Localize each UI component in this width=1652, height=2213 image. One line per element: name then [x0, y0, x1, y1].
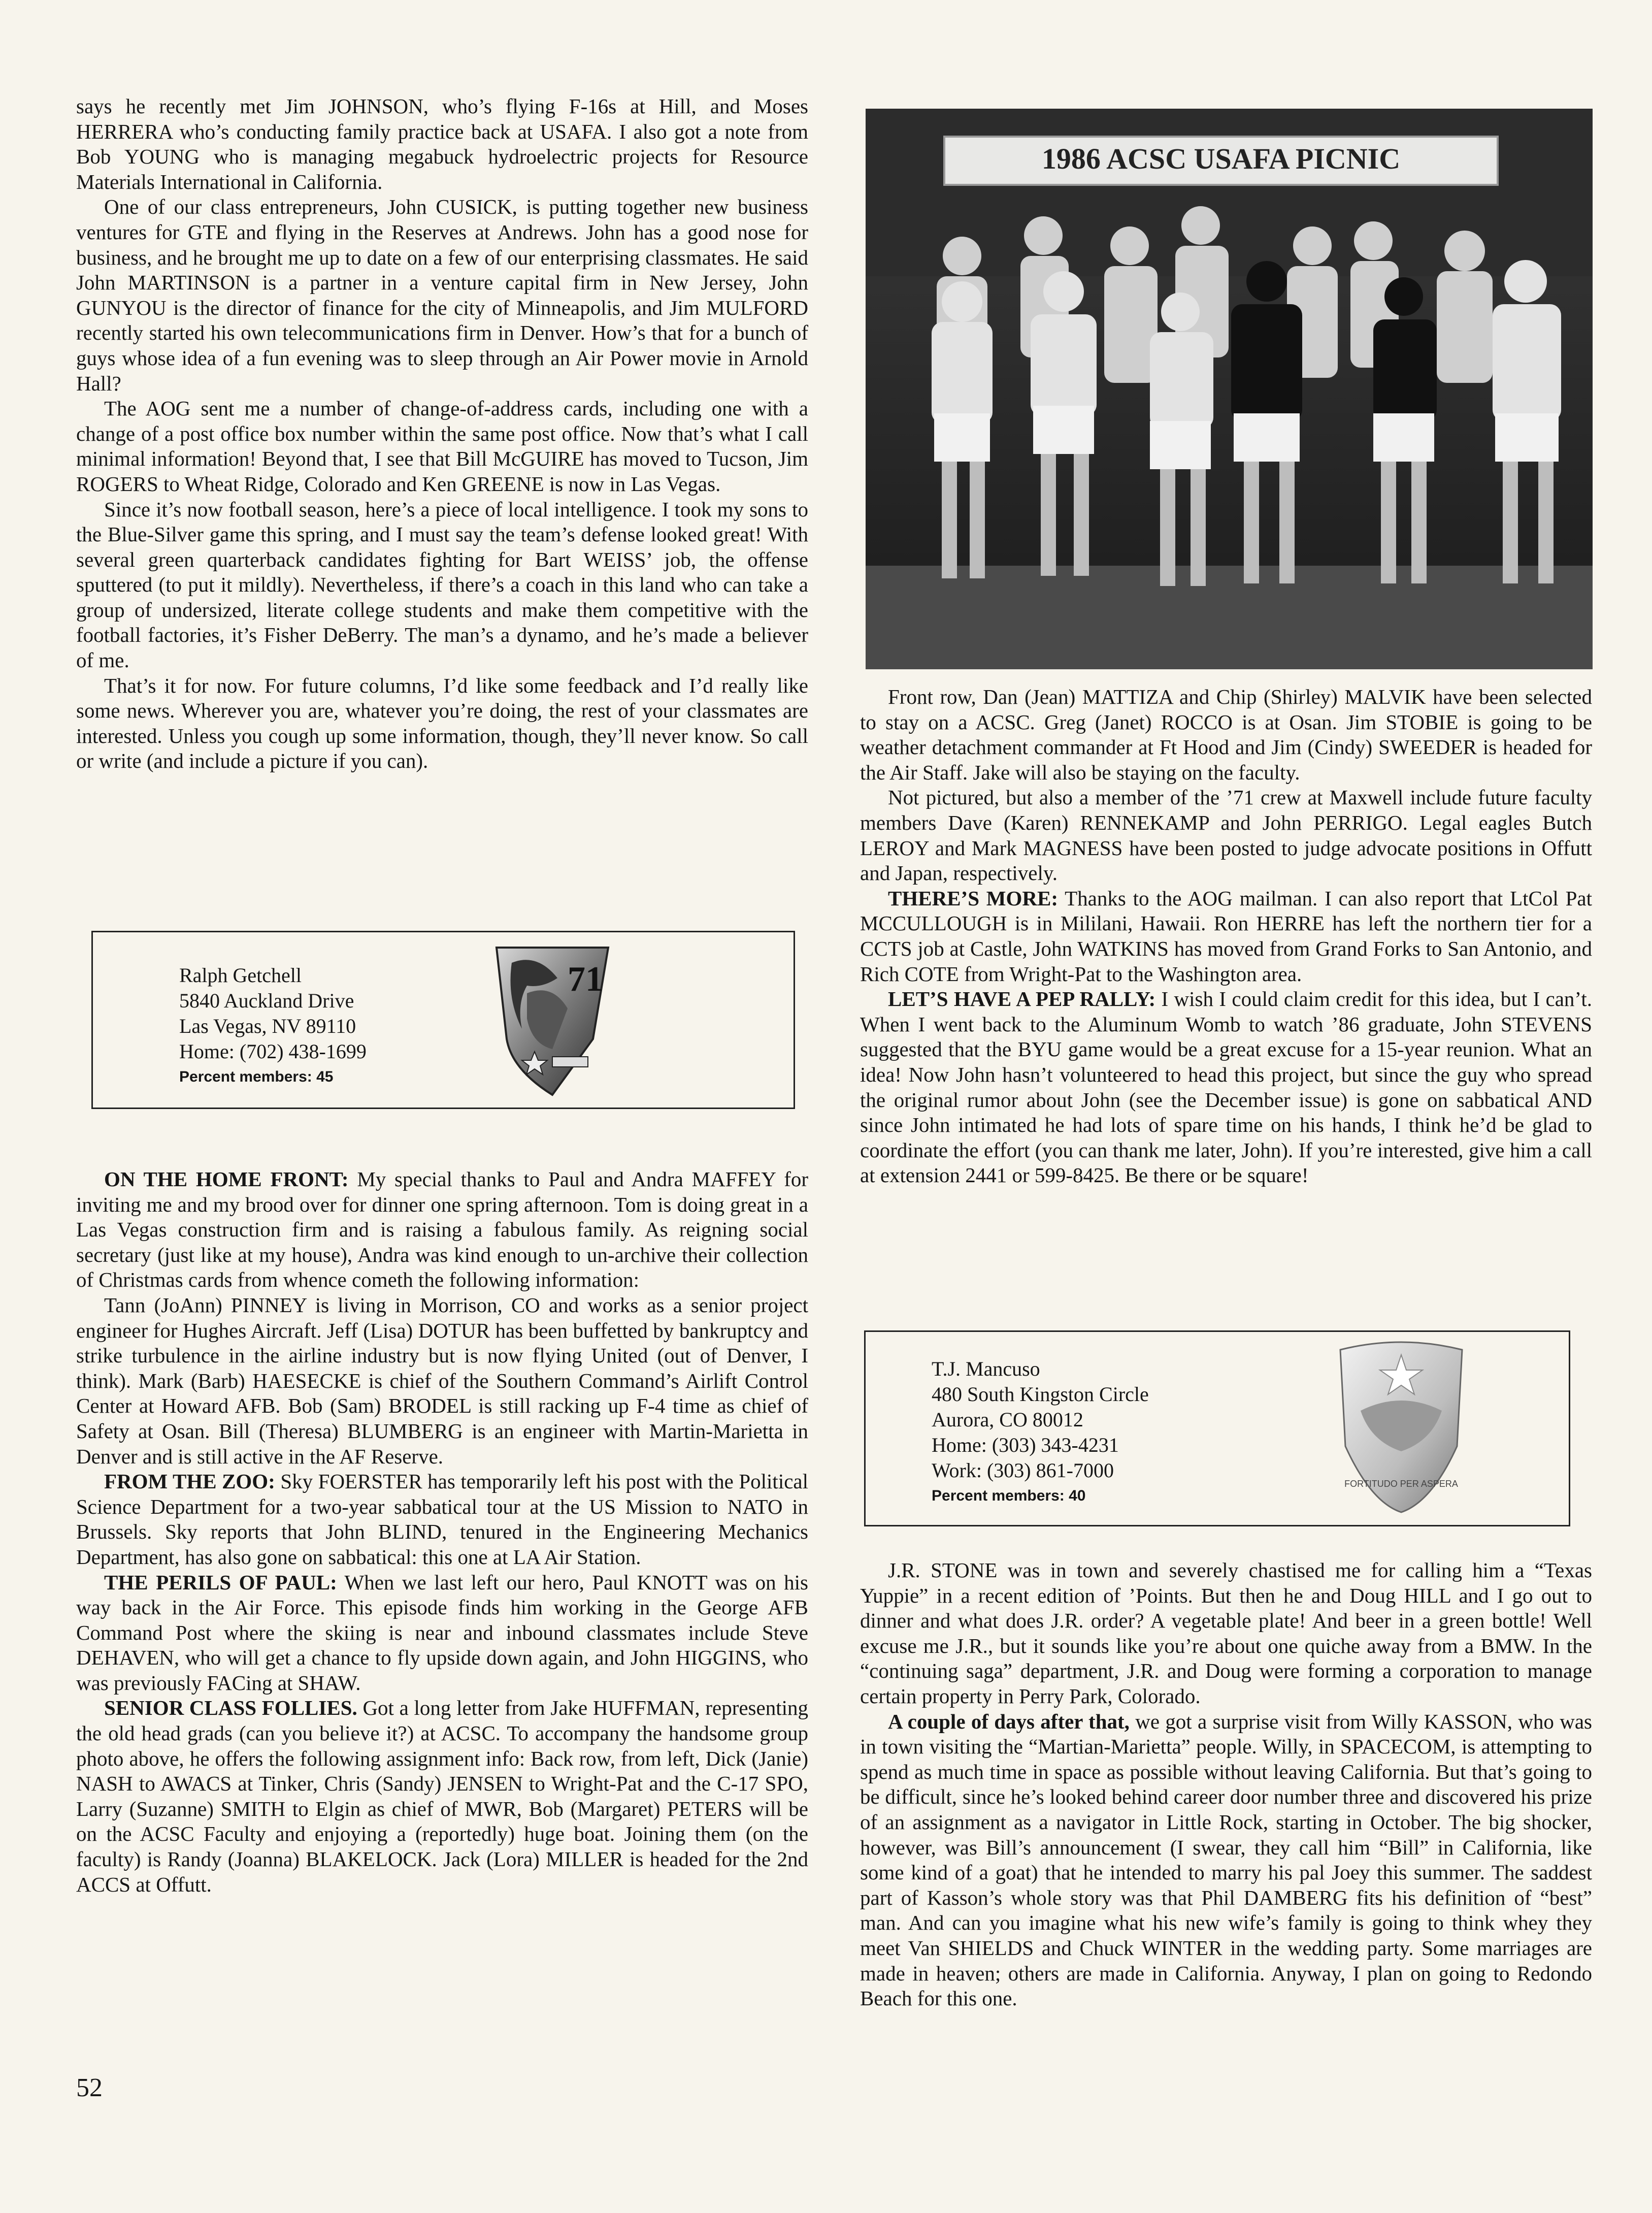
paragraph: Tann (JoAnn) PINNEY is living in Morrison, CO and works as a senior project engineer for Hughes Aircraft. Jeff (Lisa) DOTUR has been buffetted by bankruptcy and strike turbulence in the airline industry but is now flying United (out of Denver, I think). Mark (Barb) HAESECKE is chief of the Southern Command’s Airlift Control Center at Howard AFB. Bob (Sam) BRODEL is still racking up F-4 time as chief of Safety at Osan. Bill (Theresa) BLUMBERG is an engineer with Martin-Marietta in Denver and is still active in the AF Reserve. [76, 1293, 808, 1468]
work-phone: Work: (303) 861-7000 [932, 1459, 1114, 1482]
section-heading: LET’S HAVE A PEP RALLY: [888, 987, 1156, 1011]
paragraph: Since it’s now football season, here’s a piece of local intelligence. I took my sons to the Blue-Silver game this spring, and I must say the team’s defense looked great! With several green quarterback candidates fighting for Bart WEISS’ job, the offense sputtered (to put it mildly). Nevertheless, if there’s a coach in this land who can take a group of undersized, literate college students and make them competitive with the football factories, it’s Fisher DeBerry. The man’s a dynamo, and he’s made a believer of me. [76, 497, 808, 672]
section-heading: SENIOR CLASS FOLLIES. [104, 1696, 357, 1720]
street-address: 5840 Auckland Drive [179, 989, 354, 1012]
city-state-zip: Aurora, CO 80012 [932, 1408, 1083, 1431]
paragraph: SENIOR CLASS FOLLIES. Got a long letter from Jake HUFFMAN, representing the old head grads (can you believe it?) at ACSC. To accompany the handsome group photo above, he offers the following assignment info: Back row, from left, Dick (Janie) NASH to AWACS at Tinker, Chris (Sandy) JENSEN to Wright-Pat and the C-17 SPO, Larry (Suzanne) SMITH to Elgin as chief of MWR, Bob (Margaret) PETERS will be on the ACSC Faculty and enjoying a (reportedly) huge boat. Joining them (on the faculty) is Randy (Joanna) BLAKELOCK. Jack (Lora) MILLER is headed for the 2nd ACCS at Offutt. [76, 1696, 808, 1896]
paragraph: That’s it for now. For future columns, I’d like some feedback and I’d really like some news. Wherever you are, whatever you’re doing, the rest of your classmates are interested. Unless you cough up some information, though, they’ll never know. So call or write (and include a picture if you can). [76, 673, 808, 773]
home-phone: Home: (303) 343-4231 [932, 1434, 1119, 1456]
paragraph: Not pictured, but also a member of the ’71 crew at Maxwell include future faculty members Dave (Karen) RENNEKAMP and John PERRIGO. Legal eagles Butch LEROY and Mark MAGNESS have been posted to judge advocate positions in Offutt and Japan, respectively. [860, 786, 1592, 885]
paragraph: ON THE HOME FRONT: My special thanks to Paul and Andra MAFFEY for inviting me and my brood over for dinner one spring afternoon. Tom is doing great in a Las Vegas construction firm and is raising a fabulous family. As reigning social secretary (just like at my house), Andra was kind enough to un-archive their collection of Christmas cards from whence cometh the following information: [76, 1167, 808, 1292]
right-column-bottom [860, 1558, 1592, 2011]
paragraph: The AOG sent me a number of change-of-address cards, including one with a change of a post office box number within the same post office. Now that’s what I call minimal information! Beyond that, I see that Bill McGUIRE has moved to Tucson, Jim ROGERS to Wheat Ridge, Colorado and Ken GREENE is now in Las Vegas. [76, 397, 808, 496]
address-block [932, 1356, 1149, 1509]
section-heading: ON THE HOME FRONT: [104, 1167, 349, 1191]
correspondent-name: Ralph Getchell [179, 964, 302, 987]
street-address: 480 South Kingston Circle [932, 1383, 1149, 1406]
percent-members: Percent members: 45 [179, 1068, 334, 1085]
paragraph: says he recently met Jim JOHNSON, who’s flying F-16s at Hill, and Moses HERRERA who’s conducting family practice back at USAFA. I also got a note from Bob YOUNG who is managing megabuck hydroelectric projects for Resource Materials International in California. [76, 94, 808, 193]
address-block [179, 963, 367, 1090]
paragraph: One of our class entrepreneurs, John CUSICK, is putting together new business ventures for GTE and flying in the Reserves at Andrews. John has a good nose for business, and he brought me up to date on a few of our enterprising classmates. He said John MARTINSON is a partner in a venture capital firm in New Jersey, John GUNYOU is the director of finance for the city of Minneapolis, and Jim MULFORD recently started his own telecommunications firm in Denver. How’s that for a bunch of guys whose idea of a fun evening was to sleep through an Air Power movie in Arnold Hall? [76, 195, 808, 395]
city-state-zip: Las Vegas, NV 89110 [179, 1015, 356, 1037]
left-column-bottom [76, 1167, 808, 1897]
section-heading: FROM THE ZOO: [104, 1470, 275, 1493]
paragraph: Front row, Dan (Jean) MATTIZA and Chip (Shirley) MALVIK have been selected to stay on a ACSC. Greg (Janet) ROCCO is at Osan. Jim STOBIE is going to be weather detachment commander at Ft Hood and Jim (Cindy) SWEEDER is headed for the Air Staff. Jake will also be staying on the faculty. [860, 685, 1592, 784]
left-column-top [76, 94, 808, 774]
group-photo-graphic [866, 109, 1593, 669]
section-heading: THE PERILS OF PAUL: [104, 1570, 337, 1594]
section-heading: THERE’S MORE: [888, 886, 1059, 910]
paragraph: J.R. STONE was in town and severely chastised me for calling him a “Texas Yuppie” in a recent edition of ’Points. But then he and Doug HILL and I go out to dinner and what does J.R. order? A vegetable plate! And beer in a green bottle! Well excuse me J.R., but it sounds like you’re about one quiche away from a BMW. In the “continuing saga” department, J.R. and Doug were forming a corporation to manage certain property in Perry Park, Colorado. [860, 1558, 1592, 1708]
paragraph: LET’S HAVE A PEP RALLY: I wish I could claim credit for this idea, but I can’t. When I went back to the Aluminum Womb to watch ’86 graduate, John STEVENS suggested that the BYU game would be a great excuse for a 15-year reunion. What an idea! Now John hasn’t volunteered to head this project, but since the guy who spread the original rumor about John (see the December issue) is gone on sabbatical AND since John intimated he had lots of spare time on his hands, I think he’d be glad to coordinate the effort (you can thank me later, John). If you’re interested, give him a call at extension 2441 or 599-8425. Be there or be square! [860, 987, 1592, 1187]
paragraph: FROM THE ZOO: Sky FOERSTER has temporarily left his post with the Political Science Department for a two-year sabbatical tour at the US Mission to NATO in Brussels. Sky reports that John BLIND, tenured in the Engineering Mechanics Department, has also gone on sabbatical: this one at LA Air Station. [76, 1470, 808, 1569]
percent-members: Percent members: 40 [932, 1487, 1086, 1504]
group-photo [866, 109, 1593, 669]
paragraph: A couple of days after that, we got a surprise visit from Willy KASSON, who was in town visiting the “Martian-Marietta” people. Willy, in SPACECOM, is attempting to spend as much time in space as possible without leaving California. But that’s going to be difficult, since he’s looked behind career door number three and discovered his prize of an assignment as a navigator in Little Rock, starting in October. The big shocker, however, was Bill’s announcement (I swear, they call him “Bill” in California, like some kind of a goat) that he intended to marry his pal Joey this summer. The saddest part of Kasson’s whole story was that Phil DAMBERG fits his definition of “best” man. And can you imagine what his new wife’s family is going to think whey they meet Van SHIELDS and Chuck WINTER in the wedding party. Some marriages are made in heaven; others are made in California. Anyway, I plan on going to Redondo Beach for this one. [860, 1709, 1592, 2010]
contact-box-mancuso [864, 1330, 1570, 1526]
class-crest-icon [1330, 1340, 1472, 1517]
section-heading: A couple of days after that, [888, 1709, 1130, 1733]
class-crest-icon [491, 942, 613, 1097]
contact-box-getchell [91, 931, 795, 1109]
crest-text: FORTITUDO PER ASPERA [1344, 1479, 1458, 1489]
paragraph: THE PERILS OF PAUL: When we last left our hero, Paul KNOTT was on his way back in the Air Force. This episode finds him working in the George AFB Command Post where the skiing is near and inbound classmates include Steve DEHAVEN, who will get a chance to fly upside down again, and John HIGGINS, who was previously FACing at SHAW. [76, 1570, 808, 1695]
right-column-top [860, 685, 1592, 1188]
page-number: 52 [76, 2073, 103, 2102]
home-phone: Home: (702) 438-1699 [179, 1040, 367, 1063]
correspondent-name: T.J. Mancuso [932, 1357, 1040, 1380]
paragraph: THERE’S MORE: Thanks to the AOG mailman. I can also report that LtCol Pat MCCULLOUGH is in Mililani, Hawaii. Ron HERRE has left the northern tier for a CCTS job at Castle, John WATKINS has moved from Grand Forks to San Antonio, and Rich COTE from Wright-Pat to the Washington area. [860, 886, 1592, 986]
banner-text: 1986 ACSC USAFA PICNIC [1041, 142, 1401, 175]
crest-text: 71 [568, 960, 603, 999]
